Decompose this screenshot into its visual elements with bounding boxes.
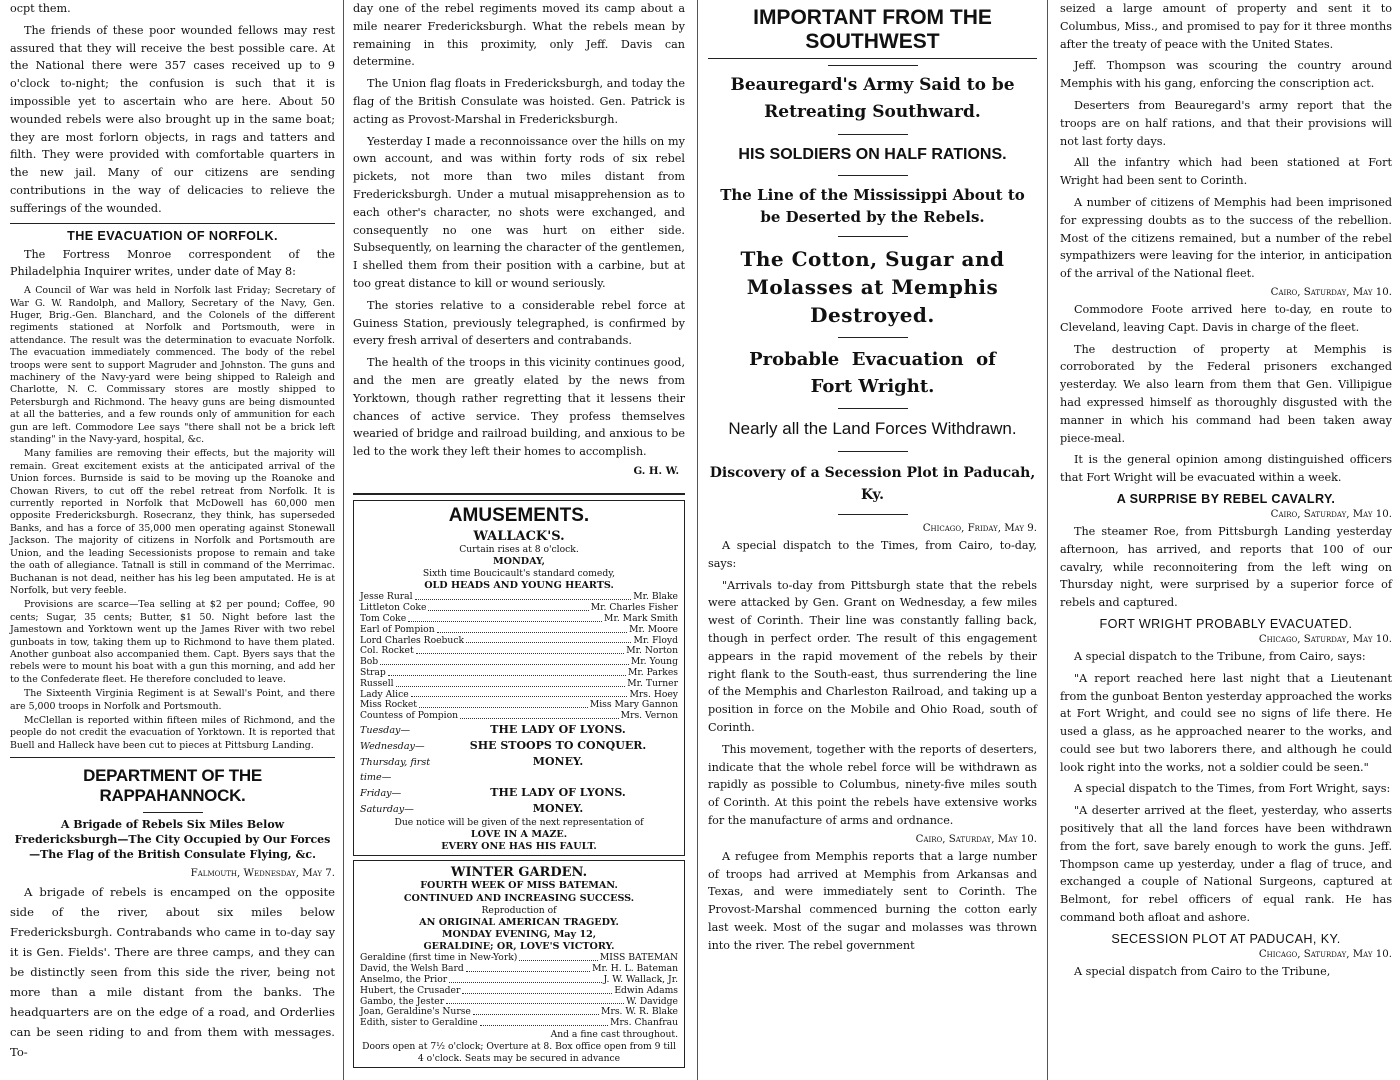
- curtain-time: Curtain rises at 8 o'clock.: [459, 543, 579, 555]
- section-heading: A SURPRISE BY REBEL CAVALRY.: [1116, 491, 1336, 506]
- paragraph: A brigade of rebels is encamped on the opposite side of the river, about six miles below Fredericksburgh. Contrabands who came in to-day say it is Gen. Fields'. There are three camps, and they can be distinctly seen from this side the river, being not more than a mile distant from the banks. The headquarters are on the edge of a road, and Orderlies can be seen riding to and from them with messages. To-: [10, 885, 335, 1060]
- ad-line: MONDAY EVENING, May 12,: [441, 928, 597, 940]
- cast-actor: Mr. Mark Smith: [604, 612, 678, 624]
- ad-line: AN ORIGINAL AMERICAN TRAGEDY.: [419, 916, 619, 928]
- cast-role: Lord Charles Roebuck: [360, 634, 465, 646]
- cast-role: Edith, sister to Geraldine: [360, 1017, 478, 1029]
- subheadline: Fort Wright.: [810, 376, 935, 397]
- paragraph: seized a large amount of property and sent it to Columbus, Miss., and promised to pay for it three months after the treaty of peace with the United States.: [1060, 2, 1392, 51]
- paragraph: It is the general opinion among distinguished officers that Fort Wright will be evacuated within a week.: [1060, 453, 1392, 485]
- paragraph: "A deserter arrived at the fleet, yesterday, who asserts positively that all the land forces have been withdrawn from the fort, save barely enough to work the guns. Jeff. Thompson came up yesterday, under a flag of truce, and exchanged a couple of National Surgeons, captured at Belmont, for rebel officers of equal rank. He has command both afloat and ashore.: [1060, 804, 1392, 925]
- amusements-title: AMUSEMENTS.: [448, 504, 590, 526]
- cast-row: [360, 1018, 678, 1029]
- cast-actor: Mr. Parkes: [628, 666, 678, 678]
- cast-role: Gambo, the Jester: [360, 995, 445, 1007]
- cast-actor: Mr. Floyd: [633, 634, 678, 646]
- cast-role: Geraldine (first time in New-York): [360, 952, 518, 964]
- cast-role: Jesse Rural: [360, 591, 413, 603]
- notice: Due notice will be given of the next representation of: [394, 816, 644, 828]
- rappahannock-subheading: A Brigade of Rebels Six Miles Below Fredericksburgh—The City Occupied by Our Forces—The Flag of the British Consulate Flying, &c.: [14, 818, 331, 862]
- paragraph: Commodore Foote arrived here to-day, en route to Cleveland, leaving Capt. Davis in charge of the fleet.: [1060, 302, 1392, 334]
- column-3: [700, 0, 1045, 1080]
- dateline: Cairo, Saturday, May 10.: [1270, 286, 1392, 298]
- dateline: Chicago, Friday, May 9.: [922, 523, 1037, 534]
- cast-actor: Miss Mary Gannon: [589, 699, 678, 711]
- cast-actor: Mrs. Hoey: [629, 688, 678, 700]
- day-label: MONDAY,: [493, 555, 545, 567]
- column-1: [0, 0, 343, 1080]
- cast-actor: Mr. Turner: [627, 677, 678, 689]
- paragraph: The stories relative to a considerable rebel force at Guiness Station, previously telegraphed, is confirmed by every fresh arrival of deserters and contrabands.: [353, 298, 685, 348]
- cast-role: Anselmo, the Prior: [360, 973, 448, 985]
- divider: [838, 337, 908, 338]
- next-play: EVERY ONE HAS HIS FAULT.: [441, 841, 597, 853]
- divider: [10, 223, 335, 224]
- cast-actor: Mr. Young: [630, 656, 678, 668]
- amusements-box: [353, 500, 685, 856]
- paragraph: Jeff. Thompson was scouring the country around Memphis with his gang, enforcing the conscription act.: [1060, 59, 1392, 91]
- cast-actor: Mrs. Chanfrau: [610, 1017, 678, 1029]
- cast-role: Hubert, the Crusader: [360, 984, 461, 996]
- paragraph: A refugee from Memphis reports that a large number of troops had arrived at Memphis from Arkansas and Texas, and were immediately sent to Corinth. The Provost-Marshal commenced burning the cotton early last week. Most of the sugar and molasses was thrown into the river. The rebel government: [708, 849, 1037, 952]
- subheadline: The Cotton, Sugar and Molasses at Memphis Destroyed.: [740, 247, 1005, 327]
- dateline: Chicago, Saturday, May 10.: [1258, 948, 1392, 960]
- paragraph: The Union flag floats in Fredericksburgh, and today the flag of the British Consulate was hoisted. Gen. Patrick is acting as Provost-Marshal in Fredericksburgh.: [353, 77, 685, 126]
- paragraph: A special dispatch from Cairo to the Tribune,: [1074, 964, 1331, 978]
- paragraph: day one of the rebel regiments moved its camp about a mile nearer Fredericksburgh. What the rebels mean by remaining in this proximity, only Jeff. Davis can determine.: [353, 2, 685, 69]
- paragraph: A special dispatch to the Tribune, from Cairo, says:: [1074, 649, 1366, 663]
- paragraph: A special dispatch to the Times, from Fort Wright, says:: [1074, 782, 1391, 796]
- schedule-row: [360, 738, 678, 754]
- subheadline: Discovery of a Secession Plot in Paducah, Ky.: [709, 465, 1036, 503]
- schedule-day: Wednesday—: [360, 740, 425, 752]
- cast-actor: Mr. H. L. Bateman: [592, 963, 678, 975]
- paragraph: The destruction of property at Memphis is corroborated by the Federal prisoners exchanged yesterday. We also learn from them that Gen. Villipigue had expressed himself as thoroughly disgusted with the manner in which his command had been taken away piece-meal.: [1060, 342, 1392, 445]
- cast-role: Lady Alice: [360, 688, 409, 700]
- divider: [838, 514, 908, 515]
- cast-row: [360, 986, 678, 997]
- subheadline: Beauregard's Army Said to be Retreating Southward.: [730, 75, 1015, 122]
- main-headline: IMPORTANT FROM THE SOUTHWEST: [708, 0, 1037, 59]
- schedule-row: [360, 722, 678, 738]
- subheadline: The Line of the Mississippi About to be Deserted by the Rebels.: [720, 186, 1025, 226]
- text-fragment: ocpt them.: [10, 2, 71, 15]
- cast-row: [360, 625, 678, 636]
- cast-role: David, the Welsh Bard: [360, 963, 464, 975]
- paragraph: Many families are removing their effects, but the majority will remain. Great excitement exists at the anticipated arrival of the Union forces. Burnside is said to be moving up the Roanoke and Chowan Rivers, to cut off the rebel retreat from Norfolk. It is currently reported in Norfolk that McDowell has 60,000 men opposite Fredericksburgh. Rosecranz, they think, has superseded Banks, and has a force of 35,000 men operating against Stonewall Jackson. The majority of citizens in Norfolk and Portsmouth are Union, and the leading Secessionists propose to remain and take the oath of allegiance. Tatnall is still in command of the Merrimac. Buchanan is not dead, neither has his leg been amputated. He is at Norfolk, but very feeble.: [10, 448, 335, 596]
- paragraph: A special dispatch to the Times, from Cairo, to-day, says:: [708, 539, 1037, 570]
- divider: [838, 134, 908, 135]
- paragraph: "Arrivals to-day from Pittsburgh state that the rebels were attacked by Gen. Grant on Wednesday, a few miles west of Corinth. Their line was constantly falling back, though in perfect order. The result of this engagement appears in the rapid movement of the rebels by their right flank to the South-east, thus surrendering the line of the Memphis and Charleston Railroad, and taking up a position in force on the Mobile and Ohio Road, south of Corinth.: [708, 578, 1037, 734]
- cast-role: Tom Coke: [360, 612, 407, 624]
- paragraph: A Council of War was held in Norfolk last Friday; Secretary of War G. W. Randolph, and Mallory, Secretary of the Navy, Gen. Huger, Brig.-Gen. Blanchard, and the Colonels of the different regiments stationed at Norfolk and Portsmouth, were in attendance. The result was the determination to evacuate Norfolk. The evacuation immediately commenced. The body of the rebel troops were sent to support Magruder and Johnston. The guns and machinery of the Navy-yard were being shipped to Raleigh and Charlotte, N. C. Commissary stores are mostly shipped to Petersburgh and Richmond. The heavy guns are being dismounted at all the batteries, and a few rounds only of ammunition for each gun are left. Commodore Lee says "there shall not be a brick left standing" in the Navy-yard, hospital, &c.: [10, 285, 335, 446]
- cast-row: [360, 679, 678, 690]
- schedule-play: MONEY.: [532, 801, 584, 815]
- divider: [353, 493, 685, 495]
- divider: [838, 408, 908, 409]
- cast-actor: Edwin Adams: [614, 984, 678, 996]
- cast-role: Strap: [360, 666, 386, 678]
- section-heading: FORT WRIGHT PROBABLY EVACUATED.: [1099, 616, 1353, 631]
- divider: [143, 812, 203, 813]
- schedule-row: [360, 785, 678, 801]
- dateline: Falmouth, Wednesday, May 7.: [190, 868, 335, 880]
- column-4: [1050, 0, 1400, 1080]
- schedule-day: Tuesday—: [360, 724, 411, 736]
- dateline: Chicago, Saturday, May 10.: [1258, 633, 1392, 645]
- cast-role: Littleton Coke: [360, 602, 427, 614]
- billing: Sixth time Boucicault's standard comedy,: [422, 568, 616, 580]
- cast-role: Joan, Geraldine's Nurse: [360, 1006, 471, 1018]
- norfolk-heading: THE EVACUATION OF NORFOLK.: [67, 228, 278, 243]
- schedule-day: Friday—: [360, 787, 402, 799]
- paragraph: The Sixteenth Virginia Regiment is at Sewall's Point, and there are 5,000 troops in Norfolk and Portsmouth.: [10, 688, 335, 712]
- cast-actor: MISS BATEMAN: [599, 952, 678, 964]
- schedule-day: Saturday—: [360, 803, 414, 815]
- divider: [838, 175, 908, 176]
- cast-actor: J. W. Wallack, Jr.: [603, 973, 678, 985]
- cast-role: Miss Rocket: [360, 699, 417, 711]
- cast-row: [360, 711, 678, 722]
- cast-role: Earl of Pompion: [360, 623, 435, 635]
- ad-line: GERALDINE; OR, LOVE'S VICTORY.: [423, 941, 615, 953]
- schedule-play: THE LADY OF LYONS.: [490, 722, 626, 736]
- divider: [828, 65, 918, 66]
- schedule-play: THE LADY OF LYONS.: [490, 785, 626, 799]
- cast-actor: Mr. Blake: [633, 591, 678, 603]
- schedule-play: MONEY.: [532, 754, 584, 768]
- rappahannock-heading: DEPARTMENT OF THE RAPPAHANNOCK.: [83, 766, 262, 806]
- next-play: LOVE IN A MAZE.: [470, 828, 568, 840]
- ad-line: FOURTH WEEK OF MISS BATEMAN.: [420, 880, 618, 892]
- paragraph: The friends of these poor wounded fellows may rest assured that they will receive the best possible care. At the National there were 357 cases received up to 9 o'clock to-night; the confusion is such that it is impossible yet to ascertain who are here. About 50 wounded rebels were also brought up in the same boat; they are most forlorn objects, in rags and tatters and filth. They were provided with comfortable quarters in the new jail. Many of our citizens are sending contributions in the way of delicacies to relieve the sufferings of the wounded.: [10, 23, 335, 215]
- schedule-row: [360, 801, 678, 817]
- cast-role: Russell: [360, 677, 394, 689]
- divider: [10, 757, 335, 758]
- winter-garden-heading: WINTER GARDEN.: [450, 865, 588, 881]
- paragraph: This movement, together with the reports of deserters, indicate that the whole rebel force will be withdrawn as rapidly as possible to Columbus, ninety-five miles south of Corinth. At this point the rebels have extensive works for the manufacture of arms and ordnance.: [708, 742, 1037, 827]
- cast-actor: W. Davidge: [626, 995, 678, 1007]
- divider: [838, 451, 908, 452]
- cast-actor: Mrs. Vernon: [620, 710, 678, 722]
- play-title: OLD HEADS AND YOUNG HEARTS.: [424, 580, 614, 592]
- section-heading: SECESSION PLOT AT PADUCAH, KY.: [1111, 931, 1341, 946]
- schedule-play: SHE STOOPS TO CONQUER.: [469, 738, 647, 752]
- paragraph: McClellan is reported within fifteen miles of Richmond, and the people do not credit the evacuation of Yorktown. It is reported that Buell and Halleck have been cut to pieces at Pittsburg Landing.: [10, 714, 335, 751]
- cast-actor: Mr. Moore: [629, 623, 678, 635]
- paragraph: Yesterday I made a reconnoissance over the hills on my own account, and was within forty rods of six rebel pickets, not more than two miles distant from Fredericksburgh. Under a mutual misapprehension as to each other's character, no shots were exchanged, and consequently no one was hurt on either side. Subsequently, on learning the character of the gentlemen, I shelled them from their position with a carbine, but at too great distance to kill or wound seriously.: [353, 134, 685, 290]
- paragraph: "A report reached here last night that a Lieutenant from the gunboat Benton yesterday approached the works at Fort Wright, and could see no signs of life there. He used a glass, as he approached nearer to the works, and could see but two laborers there, and although he could look right into the works, not a soldier could be seen.": [1060, 671, 1392, 774]
- cast-role: Countess of Pompion: [360, 710, 459, 722]
- paragraph: Deserters from Beauregard's army report that the troops are on half rations, and that their provisions will not last forty days.: [1060, 98, 1392, 148]
- ad-line: Reproduction of: [481, 904, 557, 916]
- schedule-row: [360, 754, 678, 785]
- paragraph: A number of citizens of Memphis had been imprisoned for expressing doubts as to the success of the rebellion. Most of the citizens remained, but a number of the rebel sympathizers were leaving for the interior, in anticipation of the arrival of the National fleet.: [1060, 195, 1392, 281]
- subheadline: Probable Evacuation of: [749, 349, 996, 370]
- paragraph: The steamer Roe, from Pittsburgh Landing yesterday afternoon, has arrived, and reports that 100 of our cavalry, while reconnoitering from the left wing on Thursday night, were surprised by a superior force of rebels and captured.: [1060, 524, 1392, 610]
- subheadline: Nearly all the Land Forces Withdrawn.: [728, 419, 1017, 438]
- dateline: Cairo, Saturday, May 10.: [1270, 508, 1392, 520]
- subheadline: HIS SOLDIERS ON HALF RATIONS.: [738, 146, 1007, 163]
- paragraph: Provisions are scarce—Tea selling at $2 per pound; Coffee, 90 cents; Sugar, 35 cents; Butter, $1 50. Night before last the Jamestown and Yorktown went up the James River with two rebel gunboats in tow, taking them up to Richmond to have them plated. Another gunboat also accompanied them. Capt. Byers says that the rebels were to mount his boat with a gun this morning, and add her to the Confederate fleet. He therefore concluded to leave.: [10, 599, 335, 685]
- ad-line: CONTINUED AND INCREASING SUCCESS.: [403, 892, 635, 904]
- cast-actor: Mr. Charles Fisher: [590, 602, 678, 614]
- cast-actor: Mrs. W. R. Blake: [601, 1006, 678, 1018]
- cast-actor: Mr. Norton: [626, 645, 678, 657]
- signature: G. H. W.: [633, 464, 679, 477]
- paragraph: The Fortress Monroe correspondent of the Philadelphia Inquirer writes, under date of May 8:: [10, 247, 335, 279]
- wallacks-heading: WALLACK'S.: [473, 528, 565, 544]
- column-2: [343, 0, 695, 1080]
- divider: [838, 236, 908, 237]
- dateline: Cairo, Saturday, May 10.: [915, 833, 1037, 845]
- ad-line: And a fine cast throughout.: [550, 1028, 678, 1040]
- paragraph: All the infantry which had been stationed at Fort Wright had been sent to Corinth.: [1060, 156, 1392, 188]
- schedule-day: Thursday, first time—: [360, 756, 431, 783]
- winter-garden-box: [353, 860, 685, 1068]
- paragraph: The health of the troops in this vicinity continues good, and the men are greatly elated by the news from Yorktown, though rather regretting that it lessens their chances of active service. They profess themselves wearied of bridge and railroad building, and anxious to be led to the work they left their homes to accomplish.: [353, 356, 685, 459]
- cast-role: Col. Rocket: [360, 645, 414, 657]
- cast-role: Bob: [360, 656, 379, 668]
- ad-line: Doors open at 7½ o'clock; Overture at 8. Box office open from 9 till 4 o'clock. Seats may be secured in advance: [362, 1040, 676, 1064]
